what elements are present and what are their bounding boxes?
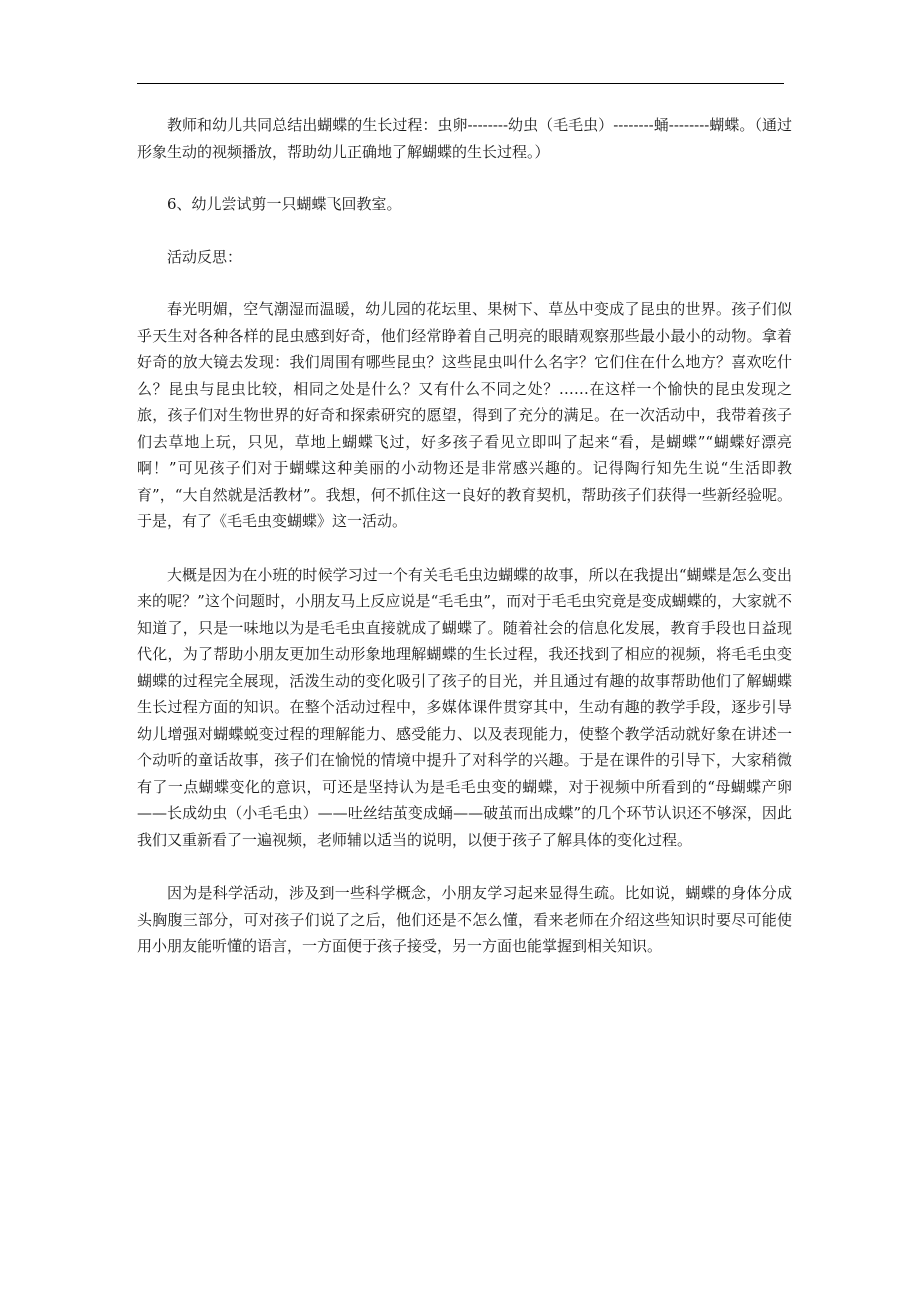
step-6-paragraph: 6、幼儿尝试剪一只蝴蝶飞回教室。 [167,195,402,213]
summary-paragraph: 教师和幼儿共同总结出蝴蝶的生长过程：虫卵--------幼虫（毛毛虫）--------蛹--------蝴蝶。（通过形象生动的视频播放，帮助幼儿正确地了解蝴蝶的生长过程。） [137,116,792,161]
header-rule [137,83,784,84]
document-body [137,112,792,960]
reflection-paragraph-1: 春光明媚，空气潮湿而温暖，幼儿园的花坛里、果树下、草丛中变成了昆虫的世界。孩子们似乎天生对各种各样的昆虫感到好奇，他们经常睁着自己明亮的眼睛观察那些最小最小的动物。拿着好奇的放大镜去发现：我们周围有哪些昆虫？这些昆虫叫什么名字？它们住在什么地方？喜欢吃什么？昆虫与昆虫比较，相同之处是什么？又有什么不同之处？……在这样一个愉快的昆虫发现之旅，孩子们对生物世界的好奇和探索研究的愿望，得到了充分的满足。在一次活动中，我带着孩子们去草地上玩，只见，草地上蝴蝶飞过，好多孩子看见立即叫了起来“看，是蝴蝶”“蝴蝶好漂亮啊！”可见孩子们对于蝴蝶这种美丽的小动物还是非常感兴趣的。记得陶行知先生说“生活即教育”，“大自然就是活教材”。我想，何不抓住这一良好的教育契机，帮助孩子们获得一些新经验呢。于是，有了《毛毛虫变蝴蝶》这一活动。 [137,300,792,530]
reflection-paragraph-2: 大概是因为在小班的时候学习过一个有关毛毛虫边蝴蝶的故事，所以在我提出“蝴蝶是怎么变出来的呢？”这个问题时，小朋友马上反应说是“毛毛虫”，而对于毛毛虫究竟是变成蝴蝶的，大家就不知道了，只是一味地以为是毛毛虫直接就成了蝴蝶了。随着社会的信息化发展，教育手段也日益现代化，为了帮助小朋友更加生动形象地理解蝴蝶的生长过程，我还找到了相应的视频，将毛毛虫变蝴蝶的过程完全展现，活泼生动的变化吸引了孩子的目光，并且通过有趣的故事帮助他们了解蝴蝶生长过程方面的知识。在整个活动过程中，多媒体课件贯穿其中，生动有趣的教学手段，逐步引导幼儿增强对蝴蝶蜕变过程的理解能力、感受能力、以及表现能力，使整个教学活动就好象在讲述一个动听的童话故事，孩子们在愉悦的情境中提升了对科学的兴趣。于是在课件的引导下，大家稍微有了一点蝴蝶变化的意识，可还是坚持认为是毛毛虫变的蝴蝶，对于视频中所看到的“母蝴蝶产卵——长成幼虫（小毛毛虫）——吐丝结茧变成蛹——破茧而出成蝶”的几个环节认识还不够深，因此我们又重新看了一遍视频，老师辅以适当的说明，以便于孩子了解具体的变化过程。 [137,565,792,849]
reflection-heading: 活动反思： [167,247,243,266]
reflection-paragraph-3: 因为是科学活动，涉及到一些科学概念，小朋友学习起来显得生疏。比如说，蝴蝶的身体分成头胸腹三部分，可对孩子们说了之后，他们还是不怎么懂，看来老师在介绍这些知识时要尽可能使用小朋友能听懂的语言，一方面便于孩子接受，另一方面也能掌握到相关知识。 [137,884,792,955]
